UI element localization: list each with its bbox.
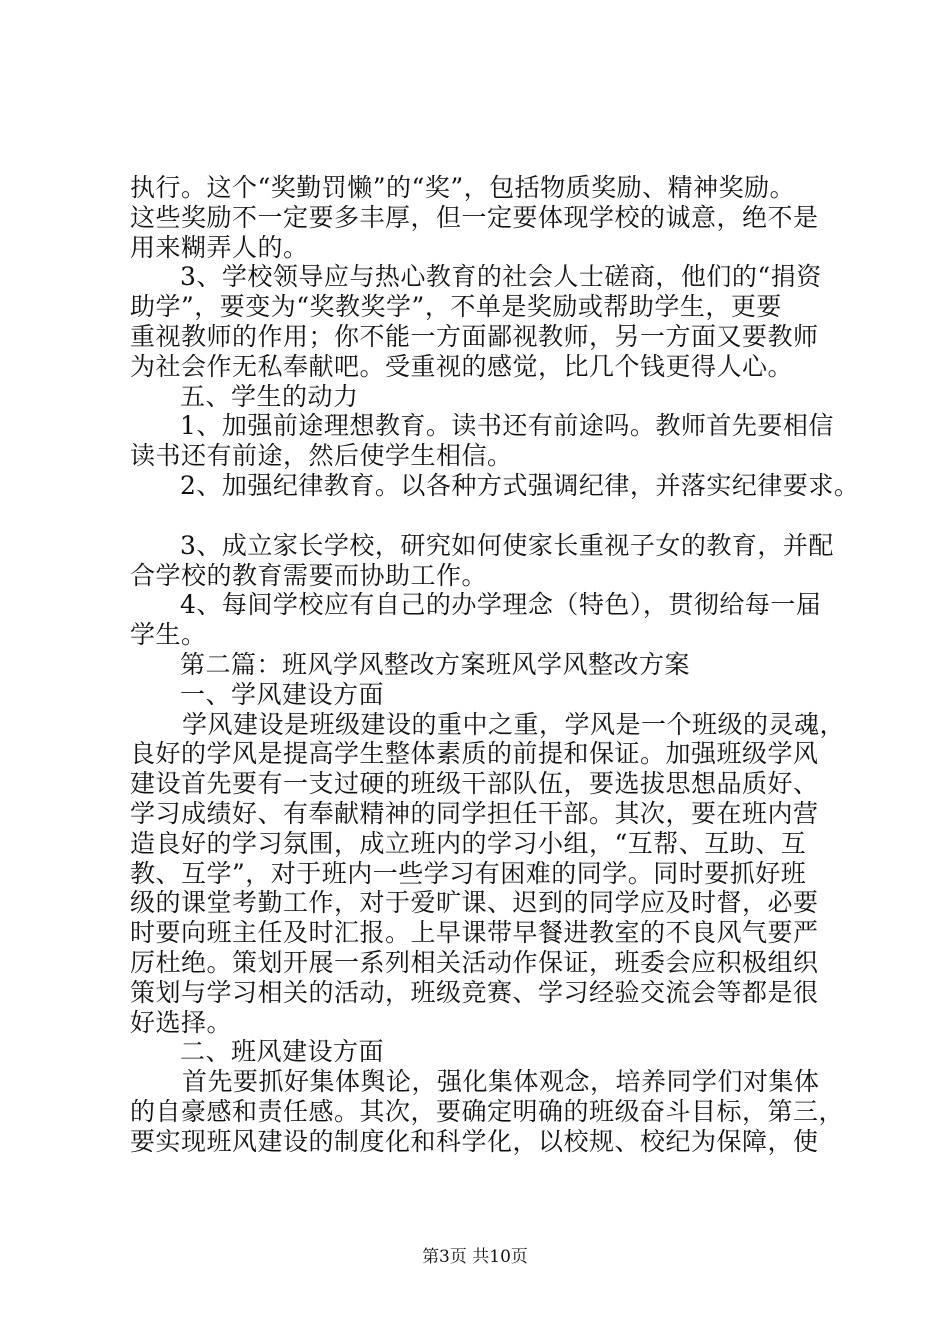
page-number-footer: 第3页 共10页	[422, 1247, 528, 1267]
text-line: 3、成立家长学校，研究如何使家长重视子女的教育，并配	[180, 530, 834, 560]
text-line: 造良好的学习氛围，成立班内的学习小组，“互帮、互助、互	[130, 828, 807, 858]
text-line: 合学校的教育需要而协助工作。	[130, 560, 488, 590]
text-line: 4、每间学校应有自己的办学理念（特色），贯彻给每一届	[180, 590, 822, 620]
text-line: 教、互学”，对于班内一些学习有困难的同学。同时要抓好班	[130, 858, 807, 888]
text-line: 好选择。	[130, 1007, 233, 1037]
text-line: 3、学校领导应与热心教育的社会人士磋商，他们的“捐资	[180, 262, 822, 292]
text-line: 时要向班主任及时汇报。上早课带早餐进教室的不良风气要严	[130, 918, 819, 948]
section-heading: 一、学风建设方面	[180, 679, 385, 709]
blank-line	[130, 501, 860, 531]
text-line: 学习成绩好、有奉献精神的同学担任干部。其次，要在班内营	[130, 798, 819, 828]
text-line: 学风建设是班级建设的重中之重，学风是一个班级的灵魂，	[182, 709, 846, 739]
section-heading: 二、班风建设方面	[180, 1037, 385, 1067]
text-line: 助学”，要变为“奖教奖学”，不单是奖励或帮助学生，更要	[130, 292, 782, 322]
text-line: 执行。这个“奖勤罚懒”的“奖”，包括物质奖励、精神奖励。	[130, 173, 796, 202]
text-line: 1、加强前途理想教育。读书还有前途吗。教师首先要相信	[180, 411, 834, 441]
text-line: 这些奖励不一定要多丰厚，但一定要体现学校的诚意，绝不是	[130, 202, 819, 232]
chapter-heading: 第二篇：班风学风整改方案班风学风整改方案	[180, 649, 691, 679]
text-line: 策划与学习相关的活动，班级竞赛、学习经验交流会等都是很	[130, 977, 819, 1007]
text-line: 重视教师的作用；你不能一方面鄙视教师，另一方面又要教师	[130, 321, 819, 351]
text-line: 首先要抓好集体舆论，强化集体观念，培养同学们对集体	[182, 1067, 820, 1097]
text-line: 要实现班风建设的制度化和科学化，以校规、校纪为保障，使	[130, 1126, 819, 1156]
text-line: 读书还有前途，然后使学生相信。	[130, 441, 513, 471]
text-line: 2、加强纪律教育。以各种方式强调纪律，并落实纪律要求。	[180, 470, 860, 500]
text-line: 的自豪感和责任感。其次，要确定明确的班级奋斗目标，第三，	[130, 1096, 845, 1126]
text-line: 为社会作无私奉献吧。受重视的感觉，比几个钱更得人心。	[130, 351, 794, 381]
text-line: 学生。	[130, 620, 207, 650]
document-body	[130, 173, 860, 1157]
section-heading: 五、学生的动力	[180, 381, 359, 411]
text-line: 良好的学风是提高学生整体素质的前提和保证。加强班级学风	[130, 739, 819, 769]
text-line: 用来糊弄人的。	[130, 232, 309, 262]
text-line: 厉杜绝。策划开展一系列相关活动作保证，班委会应积极组织	[130, 947, 819, 977]
text-line: 建设首先要有一支过硬的班级干部队伍，要选拔思想品质好、	[130, 769, 819, 799]
text-line: 级的课堂考勤工作，对于爱旷课、迟到的同学应及时督，必要	[130, 888, 819, 918]
